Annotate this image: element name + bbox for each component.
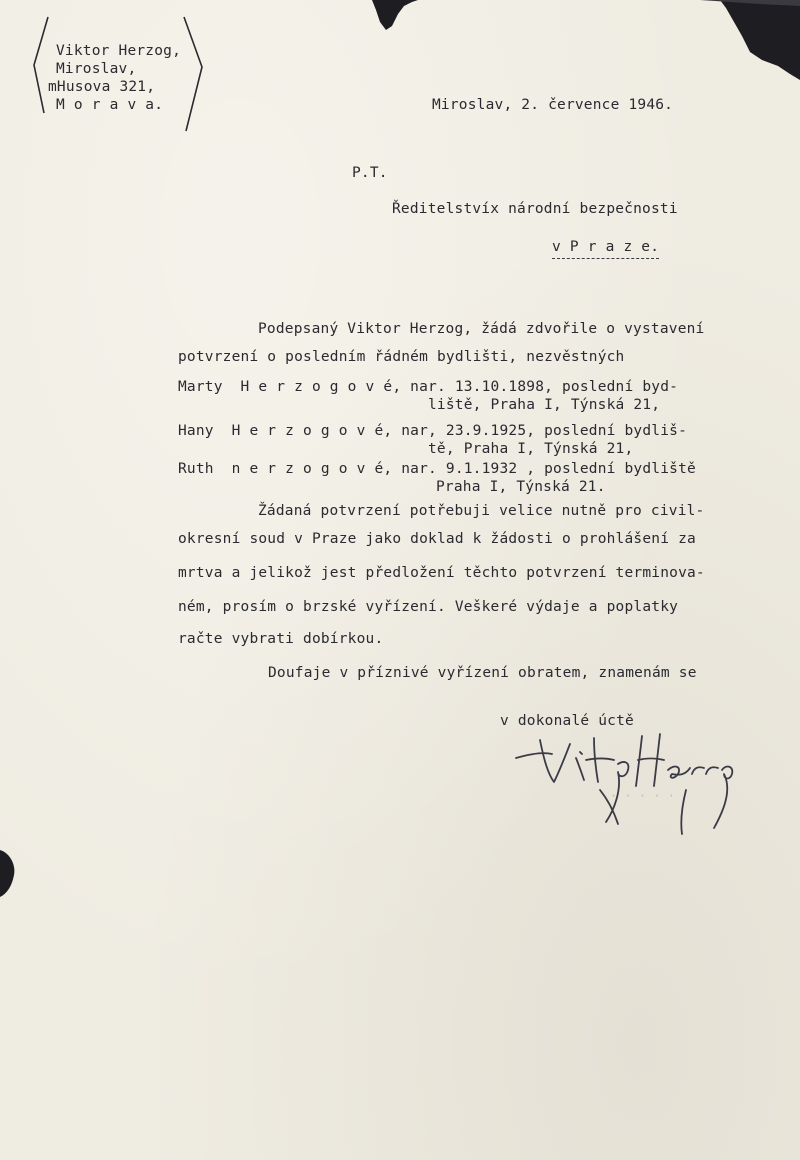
- person2-line2: tě, Praha I, Týnská 21,: [428, 441, 634, 457]
- sender-region: M o r a v a.: [56, 97, 164, 113]
- date-line: Miroslav, 2. července 1946.: [432, 97, 674, 113]
- person2-line1: Hany H e r z o g o v é, nar, 23.9.1925, poslední bydliš-: [178, 423, 687, 439]
- person3-line1: Ruth n e r z o g o v é, nar. 9.1.1932 , poslední bydliště: [178, 461, 696, 477]
- recipient-salutation: P.T.: [352, 165, 388, 181]
- sender-street: mHusova 321,: [48, 79, 156, 95]
- body-p2-line1: Žádaná potvrzení potřebuji velice nutně pro civil-: [258, 503, 705, 519]
- recipient-city: v P r a z e.: [552, 238, 659, 259]
- body-p2-line4: ném, prosím o brzské vyřízení. Veškeré výdaje a poplatky: [178, 599, 679, 615]
- sender-bracket-right: [180, 15, 210, 135]
- svg-text:· · · · ·: · · · · ·: [610, 789, 676, 803]
- body-p2-line3: mrtva a jelikož jest předložení těchto potvrzení terminova-: [178, 565, 705, 581]
- body-p2-line5: račte vybrati dobírkou.: [178, 631, 384, 647]
- person1-line2: liště, Praha I, Týnská 21,: [428, 397, 661, 413]
- handwritten-signature: [510, 730, 780, 840]
- person1-line1: Marty H e r z o g o v é, nar. 13.10.1898, poslední byd-: [178, 379, 679, 395]
- sender-bracket-left: [30, 15, 50, 115]
- sender-town: Miroslav,: [56, 61, 137, 77]
- body-p1-line1: Podepsaný Viktor Herzog, žádá zdvořile o vystavení: [258, 321, 705, 337]
- ink-blot: [0, 845, 30, 905]
- body-p1-line2: potvrzení o posledním řádném bydlišti, nezvěstných: [178, 349, 625, 365]
- regards-line: v dokonalé úctě: [500, 713, 634, 729]
- recipient-office: Ředitelstvíx národní bezpečnosti: [392, 201, 678, 217]
- body-p2-line2: okresní soud v Praze jako doklad k žádosti o prohlášení za: [178, 531, 696, 547]
- closing-line: Doufaje v příznivé vyřízení obratem, znamenám se: [268, 665, 697, 681]
- sender-name: Viktor Herzog,: [56, 43, 182, 59]
- person3-line2: Praha I, Týnská 21.: [436, 479, 606, 495]
